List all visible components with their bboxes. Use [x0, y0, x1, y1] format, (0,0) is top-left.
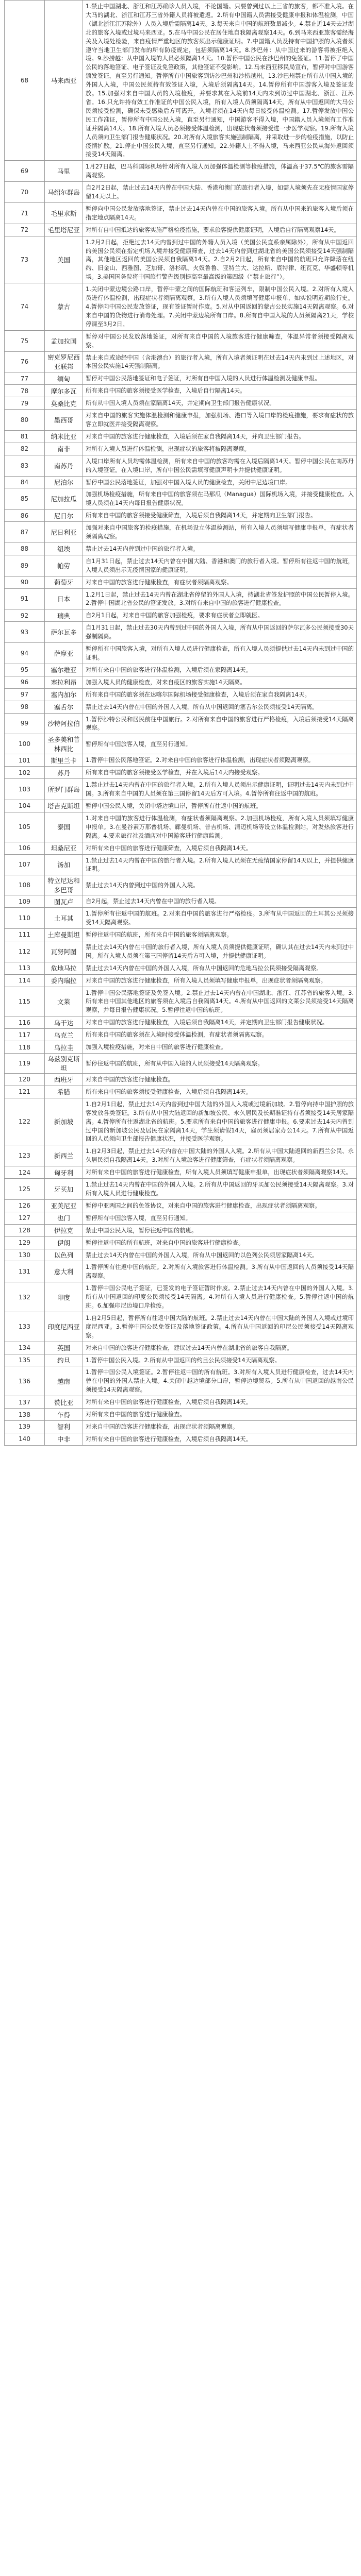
country-name: 纽埃 [45, 543, 83, 555]
row-number: 128 [5, 1224, 45, 1236]
table-row [5, 1166, 357, 1179]
country-name: 瓦努阿图 [45, 941, 83, 962]
table-row [5, 609, 357, 622]
country-name: 马里 [45, 161, 83, 182]
country-name: 汤加 [45, 854, 83, 875]
table-row [5, 1054, 357, 1074]
country-name: 南非 [45, 443, 83, 455]
country-name: 印度尼西亚 [45, 1312, 83, 1342]
country-name: 萨摩亚 [45, 643, 83, 664]
row-number: 84 [5, 476, 45, 488]
measures-text: 自2月2日起，禁止过去14天内曾在中国大陆、香港和澳门的旅行者入境，如需入境须先在无疫情国家停留14天以上。 [83, 182, 357, 203]
row-number: 121 [5, 1086, 45, 1098]
table-row [5, 1396, 357, 1409]
country-name: 葡萄牙 [45, 576, 83, 588]
table-row [5, 1312, 357, 1342]
row-number: 68 [5, 1, 45, 161]
country-name: 西班牙 [45, 1074, 83, 1086]
country-name: 毛里求斯 [45, 202, 83, 224]
row-number: 86 [5, 510, 45, 522]
table-row [5, 643, 357, 664]
measures-text: 对所有来自中国的旅客进行体温检测，入境后须在家隔离14天。 [83, 664, 357, 676]
country-name: 乌兹别克斯坦 [45, 1054, 83, 1074]
row-number: 70 [5, 182, 45, 203]
measures-text: 对所有来自中国的旅客进行健康检查，所有入境人员须填写健康申报单，出现症状者须隔离观察14天。 [83, 1166, 357, 1179]
measures-text: 对所有入境人员进行体温检测，出现症状的旅客将被隔离观察。 [83, 443, 357, 455]
measures-text: 暂停对中国公民落地签证和电子签证，对所有自中国入境的人员进行体温检测及健康申报。 [83, 372, 357, 385]
country-name: 摩尔多瓦 [45, 385, 83, 397]
row-number: 130 [5, 1249, 45, 1261]
table-row [5, 236, 357, 283]
table-row [5, 1, 357, 161]
measures-text: 所有来自中国的旅客须接受健康检查，入境后须自我隔离14天。 [83, 1086, 357, 1098]
country-name: 尼日尔 [45, 510, 83, 522]
measures-text: 所有来自中国的旅客须接受健康筛查，入境后须自我隔离14天，并定期向卫生部门报告。 [83, 510, 357, 522]
row-number: 88 [5, 543, 45, 555]
table-row [5, 1145, 357, 1166]
table-row [5, 875, 357, 895]
table-row [5, 842, 357, 854]
measures-text: 所有来自中国的旅客须接受医学检查，并在入境后14天内接受观察。 [83, 767, 357, 779]
row-number: 73 [5, 236, 45, 283]
table-row [5, 1224, 357, 1236]
row-number: 93 [5, 622, 45, 643]
row-number: 97 [5, 688, 45, 701]
table-row [5, 443, 357, 455]
measures-text: 暂停所有中国旅客入境，直至另行通知。 [83, 734, 357, 754]
row-number: 83 [5, 455, 45, 476]
country-name: 越南 [45, 1366, 83, 1396]
table-row [5, 854, 357, 875]
country-name: 尼加拉瓜 [45, 488, 83, 510]
measures-text: 暂停对中国公民发放落地签证，对所有来自中国的入境旅客进行健康筛查，体温异常者须接受隔离观察。 [83, 330, 357, 351]
country-name: 纳米比亚 [45, 430, 83, 443]
measures-text: 禁止中国公民入境，暂停往返中国的航班。 [83, 1224, 357, 1236]
country-name: 塞尔维亚 [45, 664, 83, 676]
row-number: 85 [5, 488, 45, 510]
country-name: 帕劳 [45, 555, 83, 576]
measures-text: 禁止过去14天内曾在中国的外国人入境，所有从中国返回的以色列公民须居家隔离14天。 [83, 1249, 357, 1261]
measures-text: 加强对来自中国旅客的检疫措施，在机场设立体温检测站，所有入境人员须填写健康申报单，有症状者须隔离观察。 [83, 522, 357, 543]
row-number: 98 [5, 701, 45, 713]
row-number: 122 [5, 1098, 45, 1145]
row-number: 77 [5, 372, 45, 385]
table-row [5, 1236, 357, 1249]
table-row [5, 974, 357, 987]
table-row [5, 1342, 357, 1354]
measures-text: 暂停向中国公民发放落地签证，禁止过去14天内曾在中国的旅客入境。所有从中国来的旅客入境后须在指定地点隔离14天。 [83, 202, 357, 224]
measures-text: 禁止过去14天内曾在中国的外国人入境，所有从中国返回的塞舌尔公民须接受14天隔离。 [83, 701, 357, 713]
country-name: 瑞典 [45, 609, 83, 622]
measures-text: 暂停所有中国旅客入境，直至另行通知。 [83, 1212, 357, 1224]
measures-text: 对所有来自中国的旅客进行健康检查。 [83, 1409, 357, 1421]
table-row [5, 1074, 357, 1086]
country-name: 图瓦卢 [45, 895, 83, 908]
country-name: 尼日利亚 [45, 522, 83, 543]
country-name: 圣多美和普林西比 [45, 734, 83, 754]
country-name: 土耳其 [45, 908, 83, 929]
table-row [5, 1029, 357, 1041]
table-row [5, 1249, 357, 1261]
row-number: 71 [5, 202, 45, 224]
table-row [5, 182, 357, 203]
row-number: 104 [5, 800, 45, 812]
measures-text: 1.自2月5日起，暂停所有往返中国大陆的航班。2.禁止过去14天内曾在中国大陆的外国人入境或过境印度尼西亚。3.暂停中国公民免签证及落地签证政策。4.所有从中国返回的印尼公民须接受14天隔离观察。 [83, 1312, 357, 1342]
measures-text: 1.暂停所有往返中国的航班。2.对来自中国的旅客进行严格检疫。3.所有从中国返回的土耳其公民须接受14天隔离观察。 [83, 908, 357, 929]
country-name: 智利 [45, 1421, 83, 1433]
table-row [5, 908, 357, 929]
row-number: 78 [5, 385, 45, 397]
row-number: 96 [5, 676, 45, 688]
country-name: 约旦 [45, 1354, 83, 1366]
table-row [5, 576, 357, 588]
country-name: 新西兰 [45, 1145, 83, 1166]
table-row [5, 283, 357, 331]
measures-text: 暂停中国公民入境，关闭中塔边境口岸，暂停所有往返中国的航班。 [83, 800, 357, 812]
table-row [5, 372, 357, 385]
table-row [5, 941, 357, 962]
table-row [5, 330, 357, 351]
row-number: 127 [5, 1212, 45, 1224]
table-row [5, 488, 357, 510]
country-name: 蒙古 [45, 283, 83, 331]
row-number: 131 [5, 1261, 45, 1282]
country-name: 斯里兰卡 [45, 754, 83, 767]
row-number: 120 [5, 1074, 45, 1086]
measures-text: 1.暂停中国公民电子签证，已签发的电子签证暂时作废。2.禁止过去14天内曾在中国的外国人入境。3.所有从中国返回的印度公民须接受14天隔离。4.对所有入境人员进行健康检查。5.暂停往返中国的航班。6.加强印尼边境口岸检疫。 [83, 1282, 357, 1312]
table-row [5, 543, 357, 555]
row-number: 111 [5, 929, 45, 941]
row-number: 99 [5, 713, 45, 734]
row-number: 113 [5, 962, 45, 974]
country-name: 牙买加 [45, 1179, 83, 1200]
table-body [5, 1, 357, 1446]
table-row [5, 929, 357, 941]
measures-text: 暂停往返中国的航班，所有来自中国的旅客须隔离观察。 [83, 929, 357, 941]
country-name: 美国 [45, 236, 83, 283]
row-number: 110 [5, 908, 45, 929]
country-name: 新加坡 [45, 1098, 83, 1145]
table-row [5, 713, 357, 734]
table-row [5, 1282, 357, 1312]
measures-text: 暂停往返中国的航班，所有从中国入境的人员须接受14天隔离观察。 [83, 1054, 357, 1074]
measures-text: 对来自中国的旅客进行健康检查，建议过去14天内曾在湖北省的旅客自我隔离。 [83, 1342, 357, 1354]
table-row [5, 676, 357, 688]
country-name: 塔吉克斯坦 [45, 800, 83, 812]
measures-text: 1.禁止过去14天内曾在中国的旅行者入境。2.所有入境人员须在无疫情国家停留14天以上，并提供健康证明。 [83, 854, 357, 875]
table-row [5, 430, 357, 443]
row-number: 119 [5, 1054, 45, 1074]
measures-text: 对所有自中国抵达的旅客实施严格检疫措施，要求旅客提供健康证明，入境后自行隔离观察14天。 [83, 224, 357, 236]
row-number: 118 [5, 1041, 45, 1054]
measures-text: 1.暂停所有往返中国的航班。2.对所有入境旅客进行体温检测。3.所有从中国返回的人员须接受14天隔离观察。 [83, 1261, 357, 1282]
measures-text: 对来自中国的旅客实施体温检测和健康申报，加强机场、港口等入境口岸的检疫措施，要求有症状的旅客立即就医并接受隔离观察。 [83, 410, 357, 431]
measures-text: 对所有来自中国的旅客进行健康检查，入境后须自我隔离14天。 [83, 1396, 357, 1409]
table-row [5, 734, 357, 754]
country-name: 乍得 [45, 1409, 83, 1421]
table-row [5, 1098, 357, 1145]
row-number: 105 [5, 812, 45, 842]
row-number: 81 [5, 430, 45, 443]
country-name: 泰国 [45, 812, 83, 842]
measures-text: 入境口岸所有人员均需体温检测，所有来自中国的旅客均需在入境后隔离14天。暂停中国公民在南苏丹的入境签证。在入境口岸，所有中国公民需填写健康声明卡并提供健康证明。 [83, 455, 357, 476]
measures-text: 加强入境人员的健康检查，对来自疫区的旅客实施14天隔离。 [83, 676, 357, 688]
measures-text: 1.暂停中国公民入境。2.所有从中国返回的约旦公民须接受14天隔离观察。 [83, 1354, 357, 1366]
row-number: 91 [5, 588, 45, 609]
row-number: 102 [5, 767, 45, 779]
row-number: 89 [5, 555, 45, 576]
country-name: 苏丹 [45, 767, 83, 779]
table-row [5, 385, 357, 397]
row-number: 115 [5, 987, 45, 1016]
row-number: 107 [5, 854, 45, 875]
table-row [5, 1421, 357, 1433]
country-name: 尼泊尔 [45, 476, 83, 488]
table-row [5, 895, 357, 908]
table-row [5, 224, 357, 236]
table-row [5, 622, 357, 643]
row-number: 139 [5, 1421, 45, 1433]
measures-text: 所有来自中国的旅客须接受医学检查，入境后自行隔离14天。 [83, 385, 357, 397]
country-name: 乌克兰 [45, 1029, 83, 1041]
measures-text: 1.暂停中国公民落地签证。2.对来自中国的旅客进行体温检测，出现症状者须隔离观察。 [83, 754, 357, 767]
measures-text: 1.禁止中国湖北、浙江和江苏确诊人员入境，不论国籍。只要曾到过以上三省的旅客，都不准入境。在大马的湖北、浙江和江苏三省外籍人员将被遣返。2.所有中国籍人员需接受健康申报和体温检测，中国（湖北浙江江苏除外）人员入境后需隔离14天。3.每天来自中国的航班数量减少。4.禁止近14天去过湖北的旅客入境或过境马来西亚。5.在马中国公民在居住地自我隔离观察14天。6.到马来西亚旅客需经海关及入境处检验，来自疫情严重地区的旅客须出示健康证明。7.中国籍人员及持有中国护照的入境者须遵守当地卫生部门发布的所有防疫规定，包括须隔离14天。8.沙巴州：从中国过来的游客将被拒绝入境。9.沙捞越：从中国入境的人员必须隔离14天。10.暂停中国公民在沙巴州的免签证。11.暂停了中国公民的落地签证、电子签证及免签政策，其他签证不受影响。12.马来西亚移民局宣布，暂停对中国游客颁发签证，直至另行通知。暂停所有中国旅客到访沙巴州和沙捞越州。13.沙巴州禁止所有从中国入境的外国人入境，中国公民须持有效签证入境，入境后须隔离14天。14.暂停所有中国游客入境及签证发放。15.加强对来自中国人员的入境检疫，并要求其在入境前14天内未到访过中国湖北、浙江、江苏省。16.只允许持有效工作准证的中国公民入境，所有入境人员须隔离14天，所有从中国返回的大马公民须接受检测，确保未受感染后方可离开。入境者须在14天内每日接受体温检测。17.暂停发放中国公民工作准证，暂停所有中国公民入境，直至另行通知，中国游客不得入境，中国籍人员入境须有工作准证并隔离14天。18.所有入境人员必须接受体温检测，出现症状者须接受进一步医学观察。19.所有入境人员须向卫生部门报告健康状况。20.对所有入境旅客实施强制隔离，并采取进一步的检疫措施，以防止疫情扩散。21.停止中国公民入境，直至另行通知。22.外籍人士不得入境，马来西亚公民从海外返回须接受14天隔离。 [83, 1, 357, 161]
country-name: 乌干达 [45, 1016, 83, 1029]
table-row [5, 161, 357, 182]
country-name: 沙特阿拉伯 [45, 713, 83, 734]
table-row [5, 962, 357, 974]
row-number: 114 [5, 974, 45, 987]
row-number: 92 [5, 609, 45, 622]
row-number: 135 [5, 1354, 45, 1366]
measures-text: 对来自中国的旅客进行健康检查。 [83, 1074, 357, 1086]
country-name: 缅甸 [45, 372, 83, 385]
table-row [5, 1354, 357, 1366]
row-number: 117 [5, 1029, 45, 1041]
table-row [5, 779, 357, 800]
country-name: 乌拉圭 [45, 1041, 83, 1054]
row-number: 101 [5, 754, 45, 767]
row-number: 137 [5, 1396, 45, 1409]
row-number: 87 [5, 522, 45, 543]
country-name: 塞舌尔 [45, 701, 83, 713]
measures-text: 1.自2月3日起，禁止过去14天内曾在中国大陆的外国人入境。2.所有从中国大陆返回的新西兰公民、永久居民须自我隔离14天。3.对所有入境旅客进行健康筛查，有症状者须隔离观察。 [83, 1145, 357, 1166]
row-number: 134 [5, 1342, 45, 1354]
country-name: 马来西亚 [45, 1, 83, 161]
country-name: 印度 [45, 1282, 83, 1312]
table-row [5, 476, 357, 488]
table-row [5, 522, 357, 543]
country-name: 意大利 [45, 1261, 83, 1282]
country-name: 墨西哥 [45, 410, 83, 431]
row-number: 82 [5, 443, 45, 455]
row-number: 133 [5, 1312, 45, 1342]
row-number: 116 [5, 1016, 45, 1029]
table-row [5, 987, 357, 1016]
country-name: 特立尼达和多巴哥 [45, 875, 83, 895]
row-number: 126 [5, 1199, 45, 1212]
table-row [5, 351, 357, 372]
measures-text: 对来自中国的旅客进行健康检查，出现症状者须隔离观察。 [83, 1421, 357, 1433]
entry-restrictions-table [4, 0, 357, 1446]
country-name: 莫桑比克 [45, 397, 83, 410]
country-name: 坦桑尼亚 [45, 842, 83, 854]
measures-text: 对来自中国的旅客进行健康检查，有症状者须隔离观察。 [83, 576, 357, 588]
table-row [5, 1041, 357, 1054]
measures-text: 对来自中国的旅客进行健康检查，入境后须在家自我隔离14天，并向卫生部门报告。 [83, 430, 357, 443]
measures-text: 所有来自中国的旅客须在达喀尔国际机场接受健康检查，入境后须在家自我隔离14天。 [83, 688, 357, 701]
country-name: 塞拉利昂 [45, 676, 83, 688]
row-number: 69 [5, 161, 45, 182]
measures-text: 禁止过去14天内曾在中国的旅行者入境，所有入境人员须提供健康证明，确认其在过去14天内未到过中国。所有入境人员须在第三国停留14天后方可入境，并提供健康证明。 [83, 941, 357, 962]
table-row [5, 1409, 357, 1421]
row-number: 123 [5, 1145, 45, 1166]
measures-text: 暂停所有中国旅客入境，对所有入境人员进行健康检查，所有入境人员须提供过去14天内未到过中国的证明。 [83, 643, 357, 664]
table-row [5, 812, 357, 842]
measures-text: 禁止来自或途经中国（含港澳台）的旅行者入境，所有入境者须证明在过去14天内未到过上述地区，对本国公民实施14天强制隔离。 [83, 351, 357, 372]
row-number: 124 [5, 1166, 45, 1179]
table-row [5, 1199, 357, 1212]
measures-text: 加强机场检疫措施，所有来自中国的旅客须在马那瓜（Managua）国际机场入境，并接受健康检查。入境人员须在14天内每日报告健康状况。 [83, 488, 357, 510]
row-number: 79 [5, 397, 45, 410]
row-number: 132 [5, 1282, 45, 1312]
row-number: 140 [5, 1433, 45, 1445]
table-row [5, 202, 357, 224]
measures-text: 对所有来自中国的旅客进行健康筛查，入境后须自我隔离14天。 [83, 842, 357, 854]
country-name: 希腊 [45, 1086, 83, 1098]
measures-text: 所有来自中国的旅客须在入境时接受体温检测，有症状者须隔离观察。 [83, 1029, 357, 1041]
table-row [5, 455, 357, 476]
row-number: 75 [5, 330, 45, 351]
country-name: 萨尔瓦多 [45, 622, 83, 643]
row-number: 95 [5, 664, 45, 676]
table-row [5, 754, 357, 767]
table-row [5, 1366, 357, 1396]
country-name: 密克罗尼西亚联邦 [45, 351, 83, 372]
country-name: 孟加拉国 [45, 330, 83, 351]
measures-text: 禁止过去14天内曾在中国的外国人入境，所有从中国返回的危地马拉公民须接受隔离观察。 [83, 962, 357, 974]
table-row [5, 397, 357, 410]
measures-text: 1月27日起，巴马科国际机场针对所有入境人员加强体温检测等检疫措施，体温高于37.5℃的旅客需隔离观察。 [83, 161, 357, 182]
measures-text: 1.暂停中国公民入境签证。2.暂停往返中国的所有航班。3.对所有入境人员进行健康检查，过去14天内曾在中国的外国人禁止入境。4.关闭中越边境部分口岸，暂停边境贸易。5.所有从中国返回的越南公民须接受14天隔离观察。 [83, 1366, 357, 1396]
row-number: 90 [5, 576, 45, 588]
country-name: 亚美尼亚 [45, 1199, 83, 1212]
table-row [5, 701, 357, 713]
country-name: 南苏丹 [45, 455, 83, 476]
measures-text: 加强入境检疫措施，对来自中国的旅客进行健康检查。 [83, 1041, 357, 1054]
measures-text: 1.2月2日起，拒绝过去14天内曾到过中国的外籍人员入境（美国公民直系亲属除外），所有从中国返回的美国公民须在指定机场入境并接受健康筛查，过去14天内曾到过湖北省的美国公民须接受14天强制隔离，其他地区返回的美国公民须自我隔离14天。2.自2月2日起，所有来自中国的航班只允许降落在纽约、旧金山、西雅图、芝加哥、洛杉矶、火奴鲁鲁、亚特兰大、达拉斯、底特律、纽瓦克、华盛顿等机场。3.美国国务院将中国旅行警告级别提高至最高级的第四级（“禁止旅行”）。 [83, 236, 357, 283]
country-name: 匈牙利 [45, 1166, 83, 1179]
measures-text: 1.暂停沙特公民和居民前往中国旅行。2.对所有来自中国的旅客进行严格检疫，入境后须接受14天隔离观察。 [83, 713, 357, 734]
country-name: 所罗门群岛 [45, 779, 83, 800]
measures-text: 1.禁止过去14天内曾在中国的旅行者入境。2.所有入境人员须出示健康证明，证明过去14天内未到过中国。3.所有来自中国的人员须在第三国停留14天后方可入境。4.暂停所有往返中国的航班。 [83, 779, 357, 800]
row-number: 80 [5, 410, 45, 431]
country-name: 赞比亚 [45, 1396, 83, 1409]
row-number: 106 [5, 842, 45, 854]
row-number: 100 [5, 734, 45, 754]
country-name: 委内瑞拉 [45, 974, 83, 987]
measures-text: 1.对来自中国的旅客进行体温检测，有症状者须隔离观察。2.加强机场检疫，所有入境人员须填写健康申报单。3.在曼谷素万那普机场、廊曼机场、普吉机场、清迈机场等设立体温检测站，对发热旅客进行隔离。4.要求旅行社及酒店对中国游客进行健康监测。 [83, 812, 357, 842]
row-number: 125 [5, 1179, 45, 1200]
measures-text: 对来自中国的旅客进行健康检查，入境后须自我隔离14天，并定期向卫生部门报告健康状况。 [83, 1016, 357, 1029]
country-name: 文莱 [45, 987, 83, 1016]
measures-text: 1.暂停中国公民落地签证及免签入境。2.禁止过去14天内曾在中国湖北、浙江、江苏省的旅客入境。3.所有来自中国其他地区的旅客须在入境后自我隔离14天。4.所有从中国返回的文莱公民须接受14天隔离观察，并每日报告健康状况。5.暂停往返中国的航班。 [83, 987, 357, 1016]
measures-text: 1.关闭中蒙边境公路口岸，暂停中蒙之间的国际航班和客运列车，限制中国公民入境。2.对所有入境人员进行体温检测，出现症状者须隔离观察。3.所有入境人员须填写健康申报单，如实说明近期旅行史。4.暂停向中国公民发放签证，现有签证暂时作废。5.对从中国返回的蒙古公民实施14天隔离观察。6.对来自中国的货物进行消毒处理。7.关闭中蒙边境所有口岸。8.所有自中国入境的人员须隔离21天，学校停课至3月2日。 [83, 283, 357, 331]
measures-text: 1.禁止过去14天内曾在中国的外国人入境。2.所有从中国返回的牙买加公民须接受14天隔离观察。3.对所有入境人员进行健康检查。 [83, 1179, 357, 1200]
measures-text: 自1月31日起，禁止过去14天内曾在中国大陆、香港和澳门的旅行者入境。暂停所有往返中国的航班，入境人员须出示无疫情国家的健康证明。 [83, 555, 357, 576]
table-row [5, 1179, 357, 1200]
country-name: 马绍尔群岛 [45, 182, 83, 203]
row-number: 74 [5, 283, 45, 331]
row-number: 94 [5, 643, 45, 664]
country-name: 伊拉克 [45, 1224, 83, 1236]
country-name: 土库曼斯坦 [45, 929, 83, 941]
row-number: 138 [5, 1409, 45, 1421]
row-number: 76 [5, 351, 45, 372]
table-row [5, 1016, 357, 1029]
table-row [5, 588, 357, 609]
row-number: 103 [5, 779, 45, 800]
table-row [5, 555, 357, 576]
table-row [5, 767, 357, 779]
country-name: 日本 [45, 588, 83, 609]
measures-text: 自2月起，禁止过去14天内曾在中国的旅行者入境。 [83, 895, 357, 908]
measures-text: 自1月31日起，禁止过去30天内曾到过中国的外国人入境，所有从中国返回的萨尔瓦多公民须接受30天强制隔离。 [83, 622, 357, 643]
country-name: 毛里塔尼亚 [45, 224, 83, 236]
measures-text: 自2月1日起，对来自中国的旅客加强检疫，要求有症状者立即就医。 [83, 609, 357, 622]
measures-text: 暂停中亚两国之间的免签协议，对来自中国的旅客进行健康检查，出现症状者须隔离观察。 [83, 1199, 357, 1212]
measures-text: 禁止过去14天内曾到过中国的外国人入境。 [83, 875, 357, 895]
country-name: 危地马拉 [45, 962, 83, 974]
row-number: 72 [5, 224, 45, 236]
country-name: 中非 [45, 1433, 83, 1445]
row-number: 136 [5, 1366, 45, 1396]
measures-text: 对来自中国的旅客进行健康检查，所有入境人员须填写健康申报单，出现症状者须隔离观察。 [83, 974, 357, 987]
measures-text: 对所有来自中国的旅客进行健康检查，入境后须自我隔离14天。 [83, 1433, 357, 1445]
measures-text: 1.2月1日起，禁止过去14天内曾在湖北省停留的外国人入境，持湖北省签发护照的中国公民暂停入境。2.暂停中国湖北省公民的签证发放。3.对所有来自中国的旅客进行健康检查。 [83, 588, 357, 609]
row-number: 112 [5, 941, 45, 962]
table-row [5, 1212, 357, 1224]
country-name: 塞内加尔 [45, 688, 83, 701]
table-row [5, 410, 357, 431]
row-number: 108 [5, 875, 45, 895]
table-row [5, 1433, 357, 1445]
country-name: 也门 [45, 1212, 83, 1224]
table-row [5, 664, 357, 676]
row-number: 109 [5, 895, 45, 908]
country-name: 伊朗 [45, 1236, 83, 1249]
table-row [5, 1261, 357, 1282]
measures-text: 暂停往返中国的所有航班，对来自中国的旅客进行健康检查。 [83, 1236, 357, 1249]
row-number: 129 [5, 1236, 45, 1249]
table-row [5, 800, 357, 812]
table-row [5, 510, 357, 522]
measures-text: 1.自2月1日起，禁止过去14天内曾到过中国大陆的外国人入境或过境新加坡。2.暂停向持中国护照的旅客发放各类签证。3.所有从中国大陆返回的新加坡公民、永久居民及长期准证持有者须接受14天居家隔离。4.暂停所有往返湖北省的航班。5.要求所有来自中国的旅客进行健康申报。6.要求过去14天内曾到过中国的新加坡公民及居民在家隔离14天，学生须请假14天，雇员须居家办公14天。7.所有从中国返回的人员须向卫生部报告健康状况，并接受医学观察。 [83, 1098, 357, 1145]
table-row [5, 688, 357, 701]
country-name: 英国 [45, 1342, 83, 1354]
measures-text: 所有从中国入境人员须在家隔离14天，并定期向卫生部门报告健康状况。 [83, 397, 357, 410]
measures-text: 暂停中国公民落地签证，加强对中国入境人员的健康检查，关闭中尼边境口岸。 [83, 476, 357, 488]
table-row [5, 1086, 357, 1098]
measures-text: 禁止过去14天内曾到过中国的旅行者入境。 [83, 543, 357, 555]
country-name: 以色列 [45, 1249, 83, 1261]
